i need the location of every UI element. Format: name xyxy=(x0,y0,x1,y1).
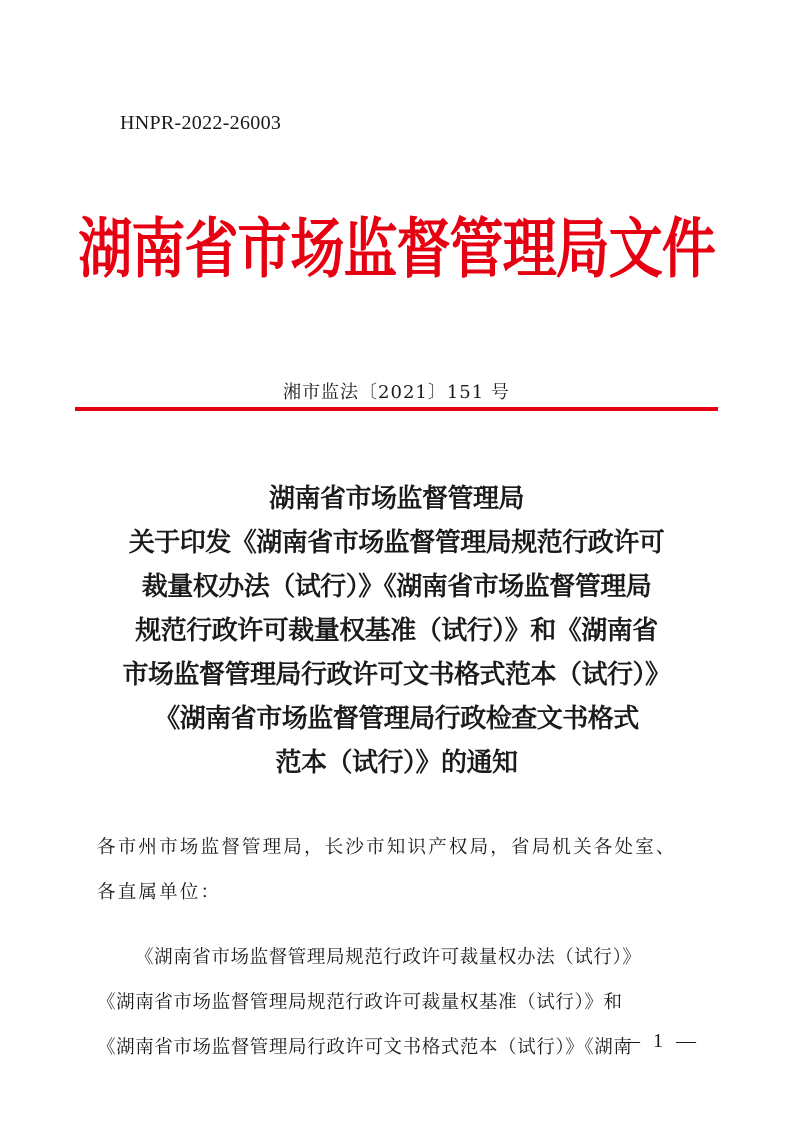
paragraph-line: 《湖南省市场监督管理局行政许可文书格式范本（试行）》《湖南 xyxy=(97,1037,633,1058)
page-number: — 1 — xyxy=(620,1030,700,1052)
paragraph-line: 《湖南省市场监督管理局规范行政许可裁量权办法（试行）》 xyxy=(135,947,642,968)
title-line: 范本（试行）》的通知 xyxy=(275,748,518,778)
title-line: 市场监督管理局行政许可文书格式范本（试行）》 xyxy=(122,660,671,690)
addressee-line: 各直属单位： xyxy=(97,882,222,903)
document-number: 湘市监法〔2021〕151 号 xyxy=(283,382,510,403)
title-line: 《湖南省市场监督管理局行政检查文书格式 xyxy=(154,704,639,734)
title-line: 裁量权办法（试行）》《湖南省市场监督管理局 xyxy=(141,572,652,602)
addressee-line: 各市州市场监督管理局，长沙市知识产权局，省局机关各处室、 xyxy=(97,837,677,858)
title-line: 关于印发《湖南省市场监督管理局规范行政许可 xyxy=(128,528,665,558)
document-code: HNPR-2022-26003 xyxy=(120,112,282,134)
notice-title xyxy=(60,477,733,785)
issuing-authority-header: 湖南省市场监督管理局文件 xyxy=(78,212,715,288)
paragraph-line: 《湖南省市场监督管理局规范行政许可裁量权基准（试行）》和 xyxy=(97,992,623,1013)
title-line: 规范行政许可裁量权基准（试行）》和《湖南省 xyxy=(135,616,658,646)
red-divider-line xyxy=(75,407,718,411)
title-line: 湖南省市场监督管理局 xyxy=(268,484,524,514)
